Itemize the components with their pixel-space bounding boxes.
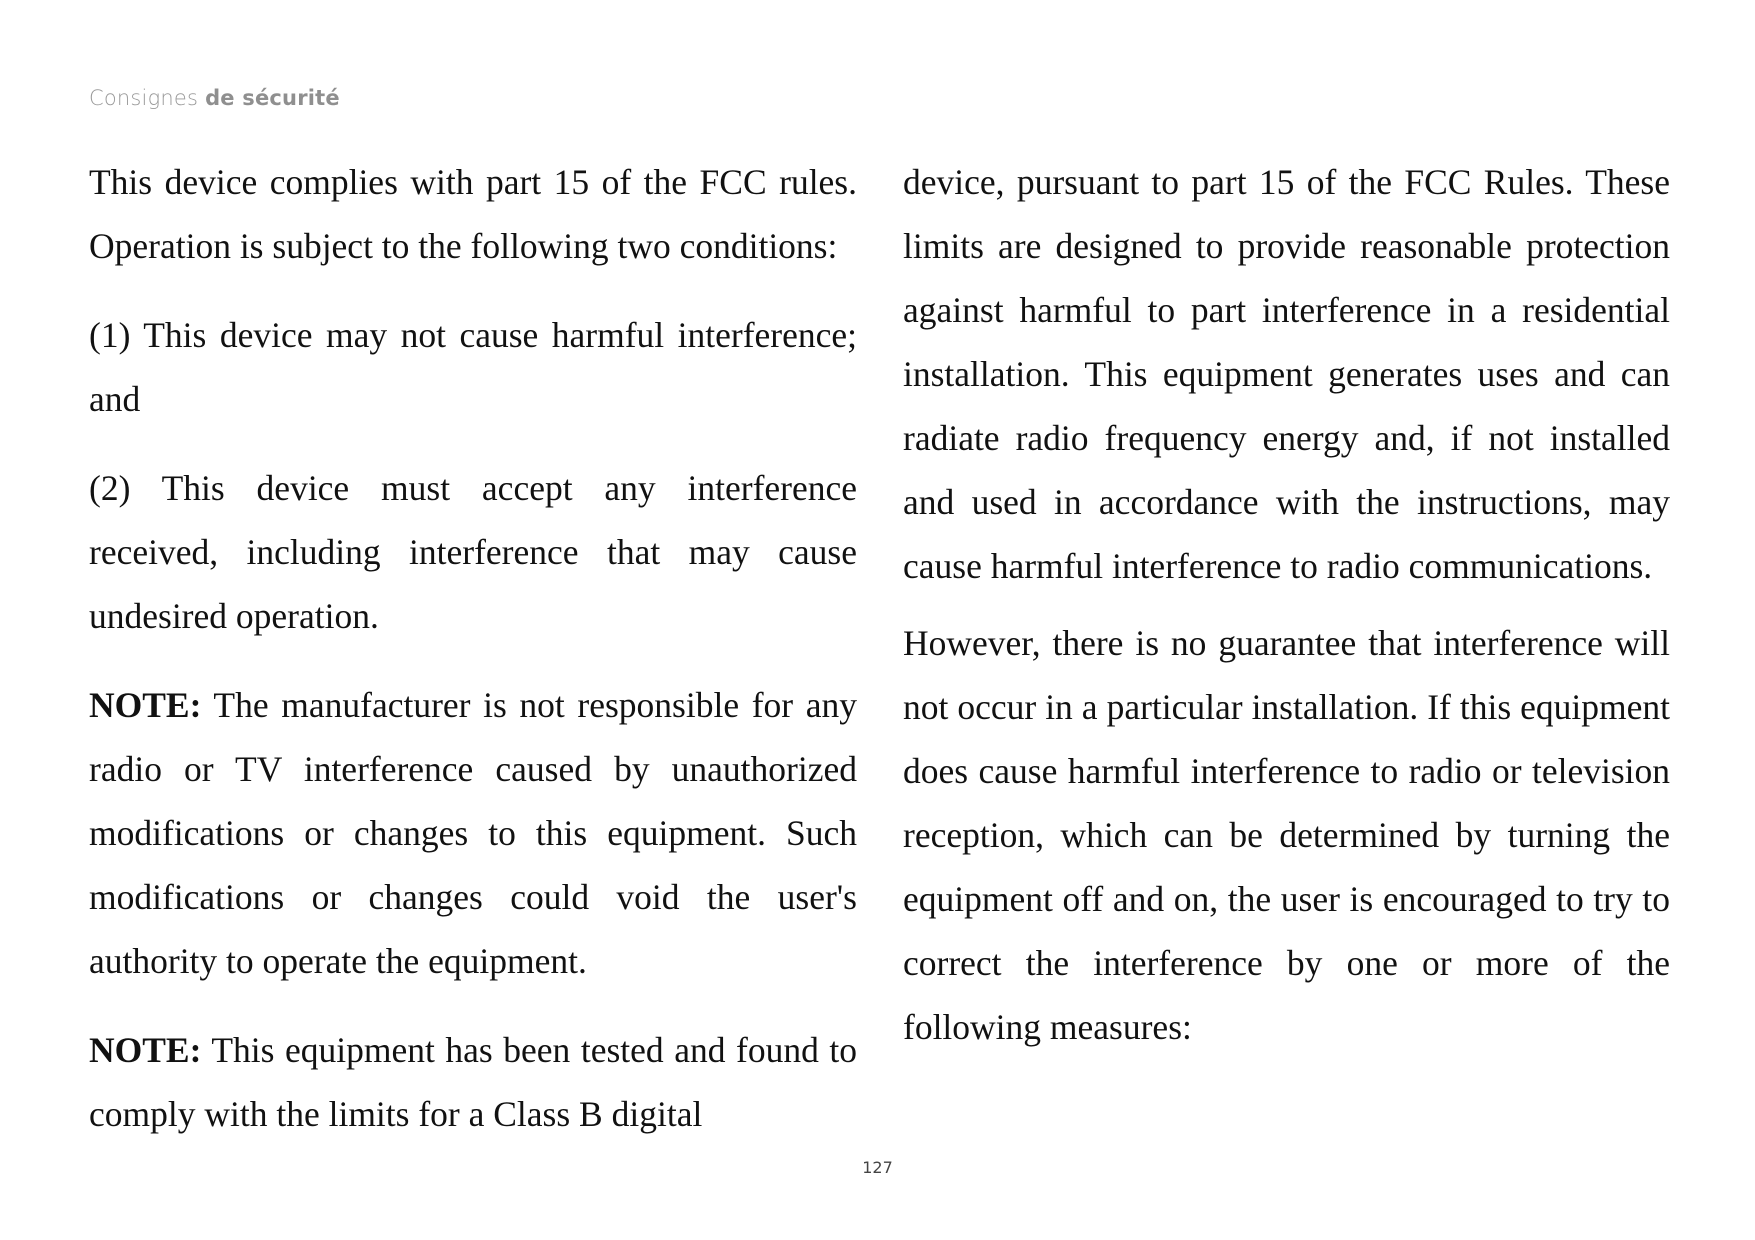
note-label: NOTE: [89,1030,202,1070]
note-manufacturer-text: The manufacturer is not responsible for any radio or TV interference caused by unauthorized modifications or changes to this equipment. Such modifications or changes could void the user's authority to operate the equipment. [89,685,857,981]
section-header-bold: de sécurité [205,86,340,110]
no-guarantee-paragraph: However, there is no guarantee that interference will not occur in a particular installation. If this equipment does cause harmful interference to radio or television reception, which can be determined by turning the equipment off and on, the user is encouraged to try to correct the interference by one or more of the following measures: [903,623,1670,1047]
condition-one-paragraph: (1) This device may not cause harmful interference; and [89,315,857,419]
page-number: 127 [862,1158,893,1177]
note-class-b-paragraph [89,1018,857,1146]
condition-two-paragraph: (2) This device must accept any interference received, including interference that may cause undesired operation. [89,468,857,636]
left-column [89,150,857,1171]
section-header-light: Consignes [89,86,199,110]
right-column [903,150,1670,1072]
note-class-b-text: This equipment has been tested and found to comply with the limits for a Class B digital [89,1030,857,1134]
section-header [89,86,340,110]
class-b-limits-paragraph: device, pursuant to part 15 of the FCC Rules. These limits are designed to provide reasonable protection against harmful to part interference in a residential installation. This equipment generates uses and can radiate radio frequency energy and, if not installed and used in accordance with the instructions, may cause harmful interference to radio communications. [903,162,1670,586]
note-label: NOTE: [89,685,202,725]
note-manufacturer-paragraph [89,673,857,993]
fcc-compliance-paragraph: This device complies with part 15 of the FCC rules. Operation is subject to the following two conditions: [89,162,857,266]
